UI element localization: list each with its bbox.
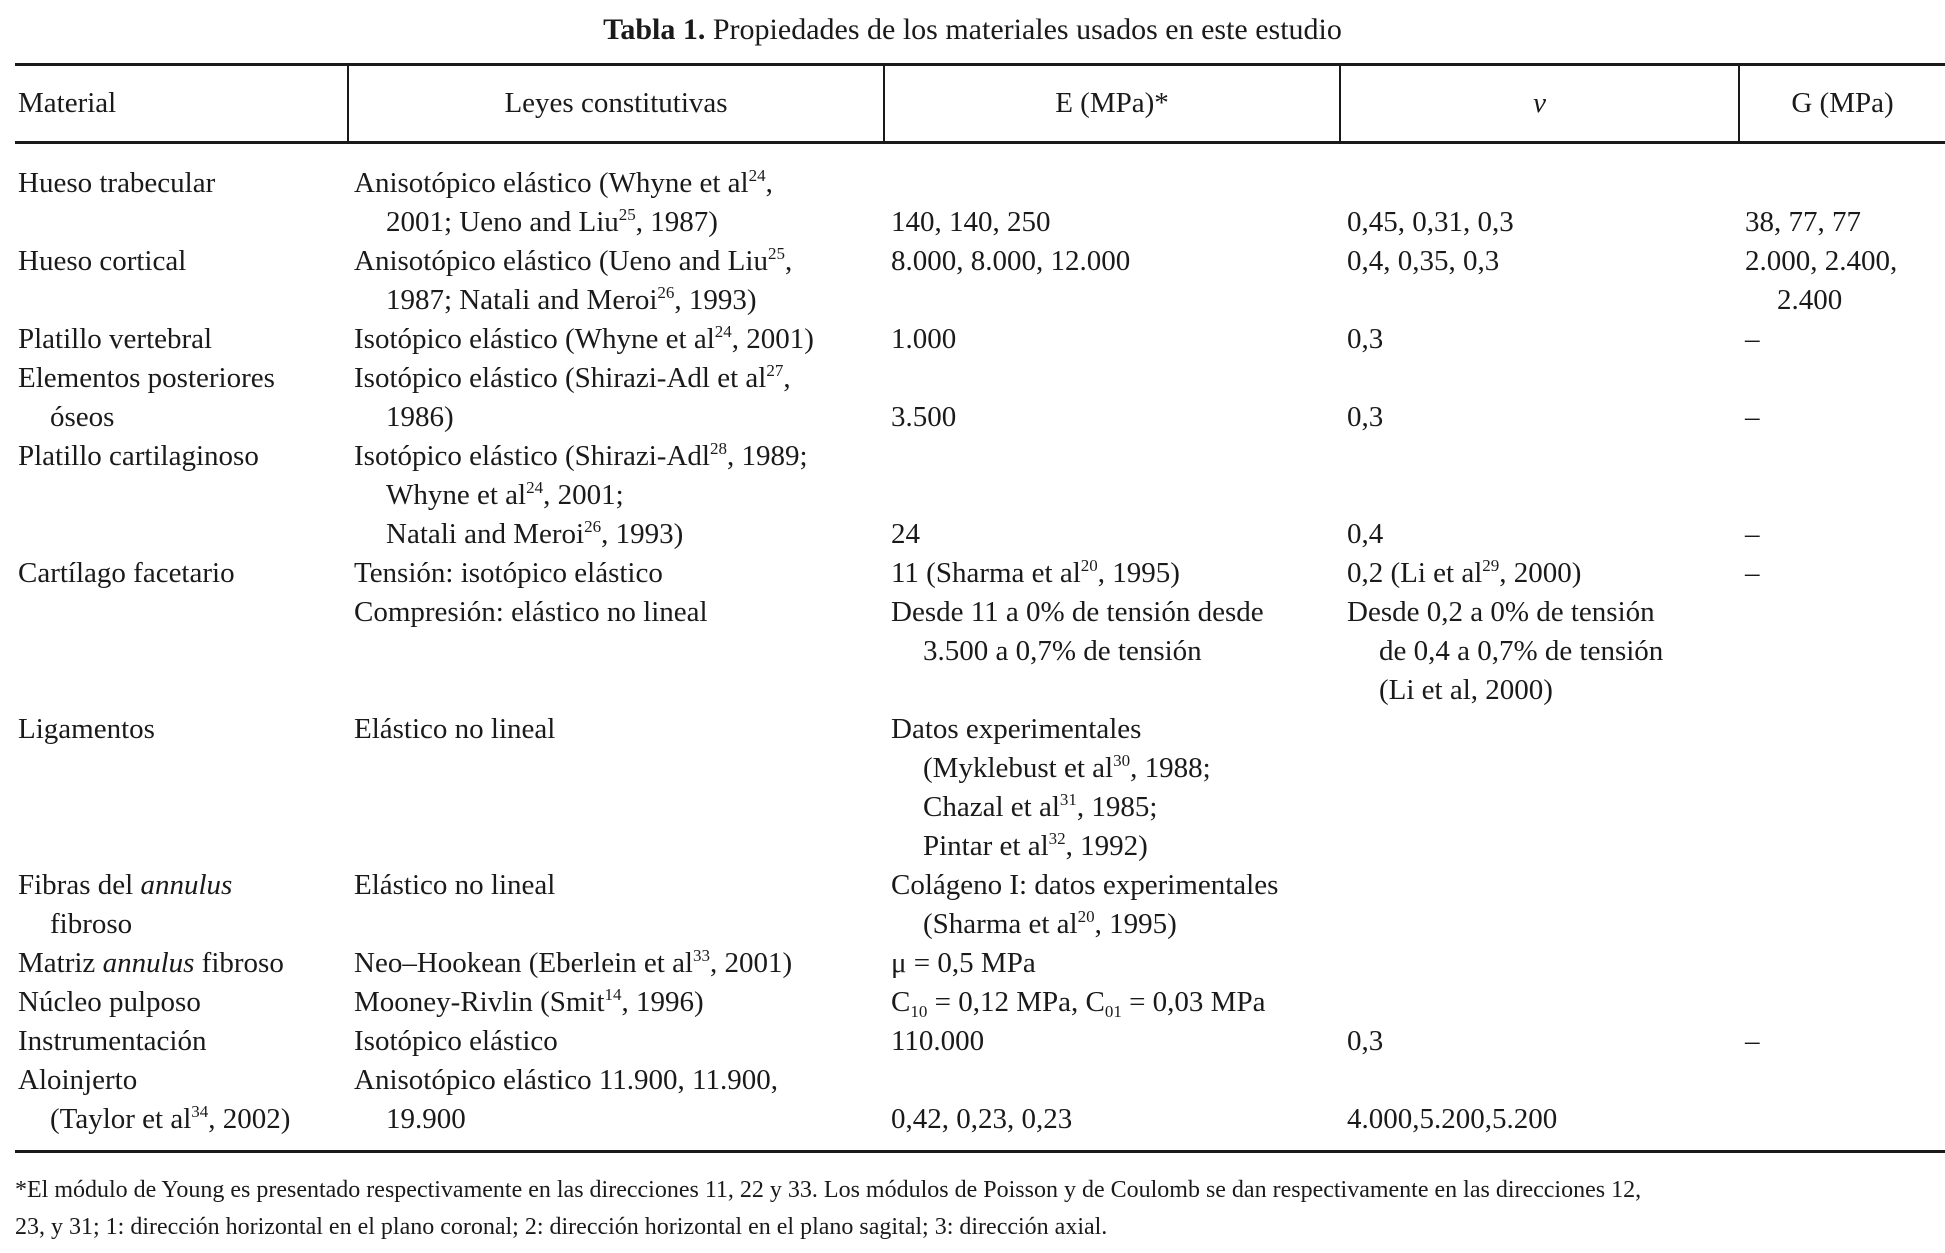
- E-value: Desde 11 a 0% de tensión desde: [891, 596, 1264, 628]
- E-value: (Sharma et $al^{20}$, 1995): [923, 907, 1177, 940]
- nu-value: de 0,4 a 0,7% de tensión: [1379, 635, 1664, 667]
- material-name: Instrumentación: [18, 1025, 207, 1057]
- E-value: $C_{10} = 0,12$ MPa, $C_{01} = 0,03$ MPa: [891, 986, 1266, 1021]
- header-nu: ν: [1533, 87, 1546, 119]
- E-value: μ = 0,5 MPa: [891, 947, 1036, 979]
- nu-value: 0,3: [1347, 323, 1384, 355]
- law-text: 19.900: [386, 1103, 466, 1135]
- material-name: Elementos posteriores: [18, 362, 275, 394]
- material-name: Hueso cortical: [18, 245, 187, 277]
- material-name: Cartílago facetario: [18, 557, 235, 589]
- law-text: Elástico no lineal: [354, 869, 556, 901]
- law-text: Anisotópico elástico 11.900, 11.900,: [354, 1064, 778, 1096]
- material-name: óseos: [50, 401, 115, 433]
- E-value: (Myklebust et $al^{30}$, 1988;: [923, 751, 1211, 784]
- E-value: Datos experimentales: [891, 713, 1142, 745]
- G-value: –: [1745, 323, 1760, 355]
- bottom-rule: [15, 1150, 1945, 1153]
- nu-value: 0,4: [1347, 518, 1384, 550]
- E-value: 140, 140, 250: [891, 206, 1051, 238]
- E-value: 3.500: [891, 401, 957, 433]
- E-value: Chazal et $al^{31}$, 1985;: [923, 790, 1158, 823]
- nu-value: Desde 0,2 a 0% de tensión: [1347, 596, 1655, 628]
- law-text: Compresión: elástico no lineal: [354, 596, 708, 628]
- law-text: Neo–Hookean (Eberlein et $al^{33}$, 2001): [354, 946, 793, 979]
- nu-value: 0,3: [1347, 401, 1384, 433]
- table-footnote: [15, 1172, 1945, 1246]
- material-name: Fibras del annulus: [18, 869, 233, 901]
- material-name: Hueso trabecular: [18, 167, 216, 199]
- law-text: Isotópico elástico (Shirazi-Adl$^{28}$, 1989;: [354, 439, 808, 472]
- table-title-label: Tabla 1.: [603, 13, 706, 46]
- material-name: Platillo cartilaginoso: [18, 440, 259, 472]
- header-laws: Leyes constitutivas: [504, 87, 728, 119]
- nu-value: 0,2 (Li et $al^{29}$, 2000): [1347, 556, 1582, 589]
- E-value: 110.000: [891, 1025, 985, 1057]
- material-name: fibroso: [50, 908, 133, 940]
- E-value: 24: [891, 518, 920, 550]
- E-value: 3.500 a 0,7% de tensión: [923, 635, 1202, 667]
- law-text: Isotópico elástico (Whyne et $al^{24}$, 2001): [354, 322, 814, 355]
- header-E: E (MPa)*: [1055, 87, 1169, 119]
- law-text: Anisotópico elástico (Whyne et $al^{24}$,: [354, 166, 773, 199]
- E-value: 11 (Sharma et $al^{20}$, 1995): [891, 556, 1180, 589]
- header-rule: [15, 141, 1945, 144]
- G-value: 38, 77, 77: [1745, 206, 1861, 238]
- material-name: (Taylor et $al^{34}$, 2002): [50, 1102, 291, 1135]
- E-value: Colágeno I: datos experimentales: [891, 869, 1279, 901]
- nu-value: 0,4, 0,35, 0,3: [1347, 245, 1500, 277]
- material-name: Platillo vertebral: [18, 323, 213, 355]
- material-name: Núcleo pulposo: [18, 986, 201, 1018]
- G-value: –: [1745, 518, 1760, 550]
- law-text: Mooney-Rivlin (Smit$^{14}$, 1996): [354, 985, 704, 1018]
- G-value: 2.400: [1777, 284, 1843, 316]
- table-title: [0, 10, 1945, 50]
- E-value: 1.000: [891, 323, 957, 355]
- G-value: –: [1745, 1025, 1760, 1057]
- nu-value: 0,45, 0,31, 0,3: [1347, 206, 1514, 238]
- material-name: Ligamentos: [18, 713, 155, 745]
- law-text: Anisotópico elástico (Ueno and Liu$^{25}$,: [354, 244, 793, 277]
- G-value: –: [1745, 401, 1760, 433]
- G-value: 2.000, 2.400,: [1745, 245, 1898, 277]
- law-text: 1986): [386, 401, 454, 433]
- G-value: –: [1745, 557, 1760, 589]
- E-value: Pintar et $al^{32}$, 1992): [923, 829, 1148, 862]
- E-value: 0,42, 0,23, 0,23: [891, 1103, 1073, 1135]
- material-name: Aloinjerto: [18, 1064, 138, 1096]
- law-text: Whyne et $al^{24}$, 2001;: [386, 478, 624, 511]
- law-text: Elástico no lineal: [354, 713, 556, 745]
- law-text: Tensión: isotópico elástico: [354, 557, 663, 589]
- nu-value: 4.000,5.200,5.200: [1347, 1103, 1558, 1135]
- law-text: Isotópico elástico: [354, 1025, 558, 1057]
- nu-value: 0,3: [1347, 1025, 1384, 1057]
- header-material: Material: [18, 87, 117, 119]
- footnote-line: *El módulo de Young es presentado respectivamente en las direcciones 11, 22 y 33. Los módulos de Poisson y de Coulomb se dan respectivamente en las direcciones 12,: [15, 1177, 1642, 1203]
- law-text: 2001; Ueno and Liu$^{25}$, 1987): [386, 205, 718, 238]
- table-title-text: Propiedades de los materiales usados en este estudio: [705, 13, 1342, 46]
- law-text: Natali and Meroi$^{26}$, 1993): [386, 517, 684, 550]
- material-name: Matriz annulus fibroso: [18, 947, 284, 979]
- law-text: 1987; Natali and Meroi$^{26}$, 1993): [386, 283, 757, 316]
- nu-value: (Li et al, 2000): [1379, 674, 1553, 706]
- footnote-line: 23, y 31; 1: dirección horizontal en el plano coronal; 2: dirección horizontal en el plano sagital; 3: dirección axial.: [15, 1214, 1108, 1240]
- law-text: Isotópico elástico (Shirazi-Adl et $al^{27}$,: [354, 361, 791, 394]
- header-G: G (MPa): [1791, 87, 1894, 119]
- E-value: 8.000, 8.000, 12.000: [891, 245, 1131, 277]
